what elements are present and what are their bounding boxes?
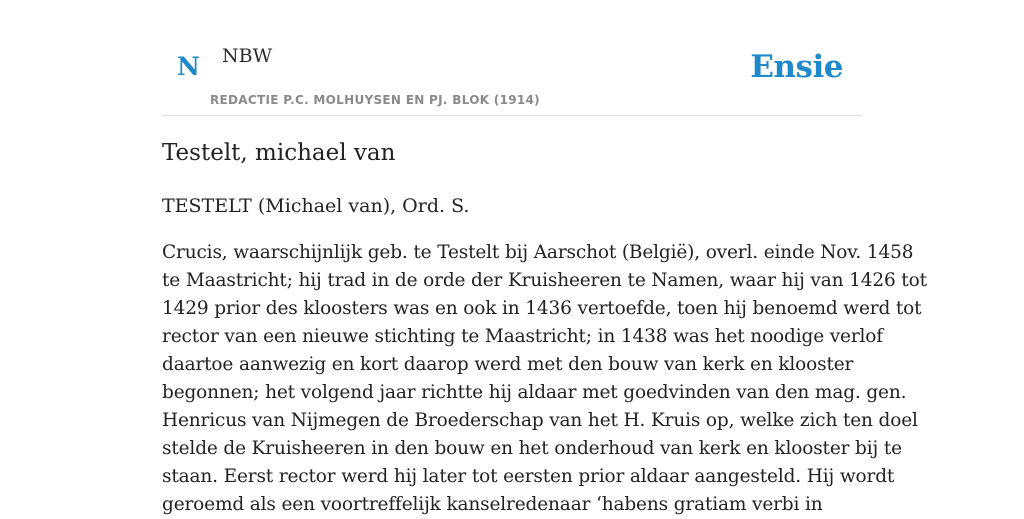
body-line: staan. Eerst rector werd hij later tot eersten prior aldaar aangesteld. Hij wordt [162,466,895,487]
body-line: te Maastricht; hij trad in de orde der Kruisheeren te Namen, waar hij van 1426 tot [162,270,927,291]
body-line: Crucis, waarschijnlijk geb. te Testelt bij Aarschot (België), overl. einde Nov. 1458 [162,242,914,263]
body-line: 1429 prior des kloosters was en ook in 1436 vertoefde, toen hij benoemd werd tot [162,298,922,319]
source-logo: N [177,52,200,81]
brand-logo[interactable]: Ensie [750,49,843,85]
document-page [162,0,927,515]
body-line: stelde de Kruisheeren in den bouw en het onderhoud van kerk en klooster bij te [162,438,902,459]
source-header [162,0,862,116]
body-line: geroemd als een voortreffelijk kanselredenaar ‘habens gratiam verbi in [162,494,823,515]
page-title: Testelt, michael van [162,140,396,166]
body-line: Henricus van Nijmegen de Broederschap van het H. Kruis op, welke zich ten doel [162,410,918,431]
body-line: begonnen; het volgend jaar richtte hij aldaar met goedvinden van den mag. gen. [162,382,907,403]
source-subtitle: REDACTIE P.C. MOLHUYSEN EN PJ. BLOK (1914) [210,93,540,107]
article-body [162,239,927,519]
source-name[interactable]: NBW [222,45,273,67]
article-lead: TESTELT (Michael van), Ord. S. [162,195,470,217]
body-line: rector van een nieuwe stichting te Maastricht; in 1438 was het noodige verlof [162,326,883,347]
body-line: daartoe aanwezig en kort daarop werd met den bouw van kerk en klooster [162,354,854,375]
